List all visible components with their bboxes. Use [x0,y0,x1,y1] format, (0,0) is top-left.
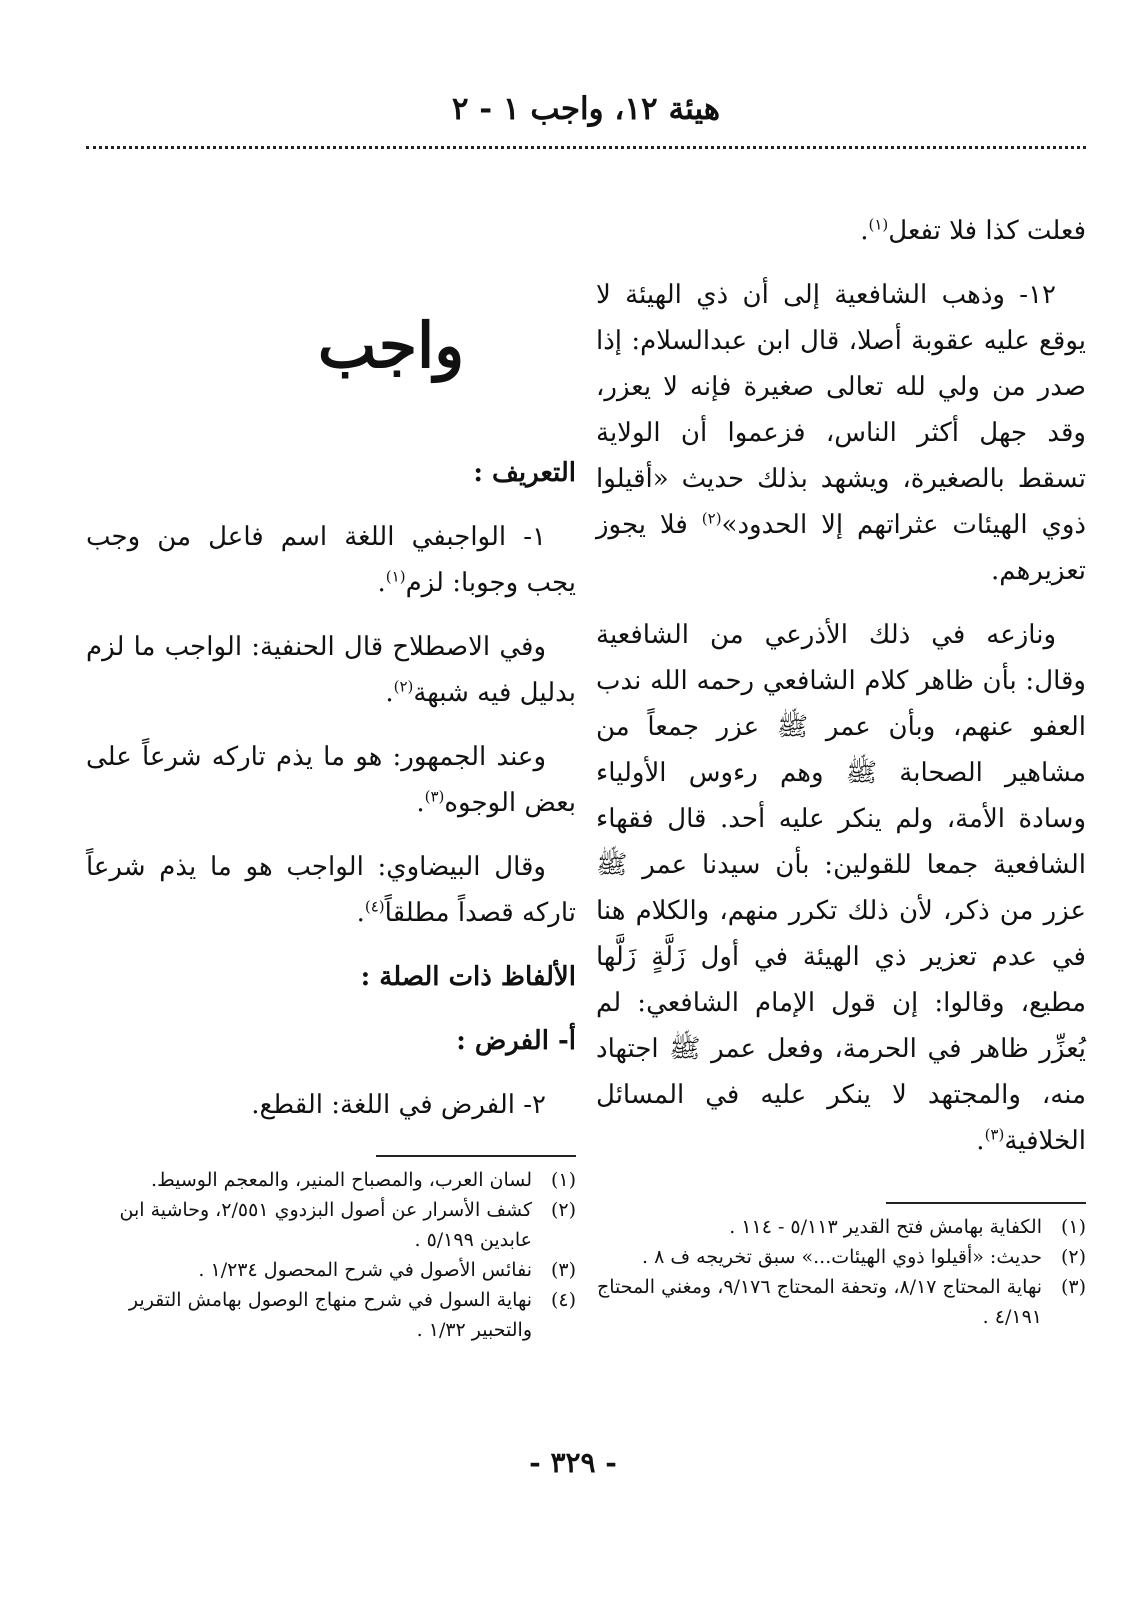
footnote-item [86,1165,576,1195]
left-paragraph-1: ١- الواجبفي اللغة اسم فاعل من وجب يجب وجوبا: لزم$^{(١)}$. [86,522,576,598]
footnote-ref[interactable]: (١) [868,215,889,234]
footnote-ref[interactable]: (١) [385,567,406,586]
page-number: - ٣٢٩ - [529,1446,617,1479]
footnote-separator [886,1202,1086,1204]
footnote-number: (٣) [1060,1276,1086,1298]
left-paragraph-2: وفي الاصطلاح قال الحنفية: الواجب ما لزم بدليل فيه شبهة$^{(٢)}$. [86,632,576,708]
footnote-item [596,1212,1086,1242]
footnote-ref[interactable]: (٢) [701,509,722,528]
footnote-number: (٢) [550,1199,576,1221]
farḍ-subheading: أ- الفرض : [456,1026,576,1056]
footnote-item [86,1195,576,1255]
page-header [86,84,1086,134]
footnote-number: (١) [550,1169,576,1191]
footnote-text: نهاية السول في شرح منهاج الوصول بهامش التقرير والتحبير ١/٣٢ . [128,1289,532,1341]
right-paragraph-2: ١٢- وذهب الشافعية إلى أن ذي الهيئة لا يوقع عليه عقوبة أصلا، قال ابن عبدالسلام: إذا صدر من ولي لله تعالى صغيرة فإنه لا يعزر، وقد جهل أكثر الناس، فزعموا أن الولاية تسقط بالصغيرة، ويشهد بذلك حديث «أقيلوا ذوي الهيئات عثراتهم إلا الحدود»$^{(٢)}$ فلا يجوز تعزيرهم. [596,280,1086,586]
entry-title: واجب [317,309,465,382]
right-footnotes [596,1202,1086,1332]
footnote-number: (٢) [1060,1246,1086,1268]
footnote-text: كشف الأسرار عن أصول البزدوي ٢/٥٥١، وحاشية ابن عابدين ٥/١٩٩ . [119,1199,532,1251]
footnote-ref[interactable]: (٣) [424,787,445,806]
right-paragraph-1: فعلت كذا فلا تفعل$^{(١)}$. [860,215,1086,246]
footnote-number: (٣) [550,1259,576,1281]
footnote-text: نفائس الأصول في شرح المحصول ١/٢٣٤ . [198,1259,532,1281]
footnote-text: نهاية المحتاج ٨/١٧، وتحفة المحتاج ٩/١٧٦، ومغني المحتاج ٤/١٩١ . [596,1276,1042,1328]
definition-heading: التعريف : [473,458,576,488]
footnote-ref[interactable]: (٤) [364,897,385,916]
footnote-text: لسان العرب، والمصباح المنير، والمعجم الوسيط. [151,1169,532,1191]
left-paragraph-4: وقال البيضاوي: الواجب هو ما يذم شرعاً تاركه قصداً مطلقاً$^{(٤)}$. [86,852,576,928]
left-paragraph-3: وعند الجمهور: هو ما يذم تاركه شرعاً على بعض الوجوه$^{(٣)}$. [86,742,576,818]
left-column [86,208,576,1128]
footnote-ref[interactable]: (٢) [393,677,414,696]
left-paragraph-5: ٢- الفرض في اللغة: القطع. [251,1090,546,1120]
footnote-number: (١) [1060,1216,1086,1238]
left-footnotes [86,1155,576,1345]
footnote-item [596,1242,1086,1272]
footnote-separator [376,1155,576,1157]
footnote-ref[interactable]: (٣) [984,1125,1005,1144]
footnote-item [596,1272,1086,1332]
related-terms-heading: الألفاظ ذات الصلة : [360,962,576,992]
header-dotted-rule [86,146,1086,149]
footnote-item [86,1255,576,1285]
footnote-text: الكفاية بهامش فتح القدير ٥/١١٣ - ١١٤ . [729,1216,1042,1238]
right-column [596,208,1086,1164]
header-title: هيئة ١٢، واجب ١ - ٢ [451,91,721,127]
footnote-item [86,1285,576,1345]
right-paragraph-3: ونازعه في ذلك الأذرعي من الشافعية وقال: بأن ظاهر كلام الشافعي رحمه الله ندب العفو عنهم، وبأن عمر ﷺ عزر جمعاً من مشاهير الصحابة ﷺ وهم رءوس الأولياء وسادة الأمة، ولم ينكر عليه أحد. قال فقهاء الشافعية جمعا للقولين: بأن سيدنا عمر ﷺ عزر من ذكر، لأن ذلك تكرر منهم، والكلام هنا في عدم تعزير ذي الهيئة في أول زَلَّةٍ زَلَّها مطيع، وقالوا: إن قول الإمام الشافعي: لم يُعزِّر ظاهر في الحرمة، وفعل عمر ﷺ اجتهاد منه، والمجتهد لا ينكر عليه في المسائل الخلافية$^{(٣)}$. [596,620,1086,1156]
footnote-number: (٤) [550,1289,576,1311]
footnote-text: حديث: «أقيلوا ذوي الهيئات...» سبق تخريجه ف ٨ . [642,1246,1042,1268]
